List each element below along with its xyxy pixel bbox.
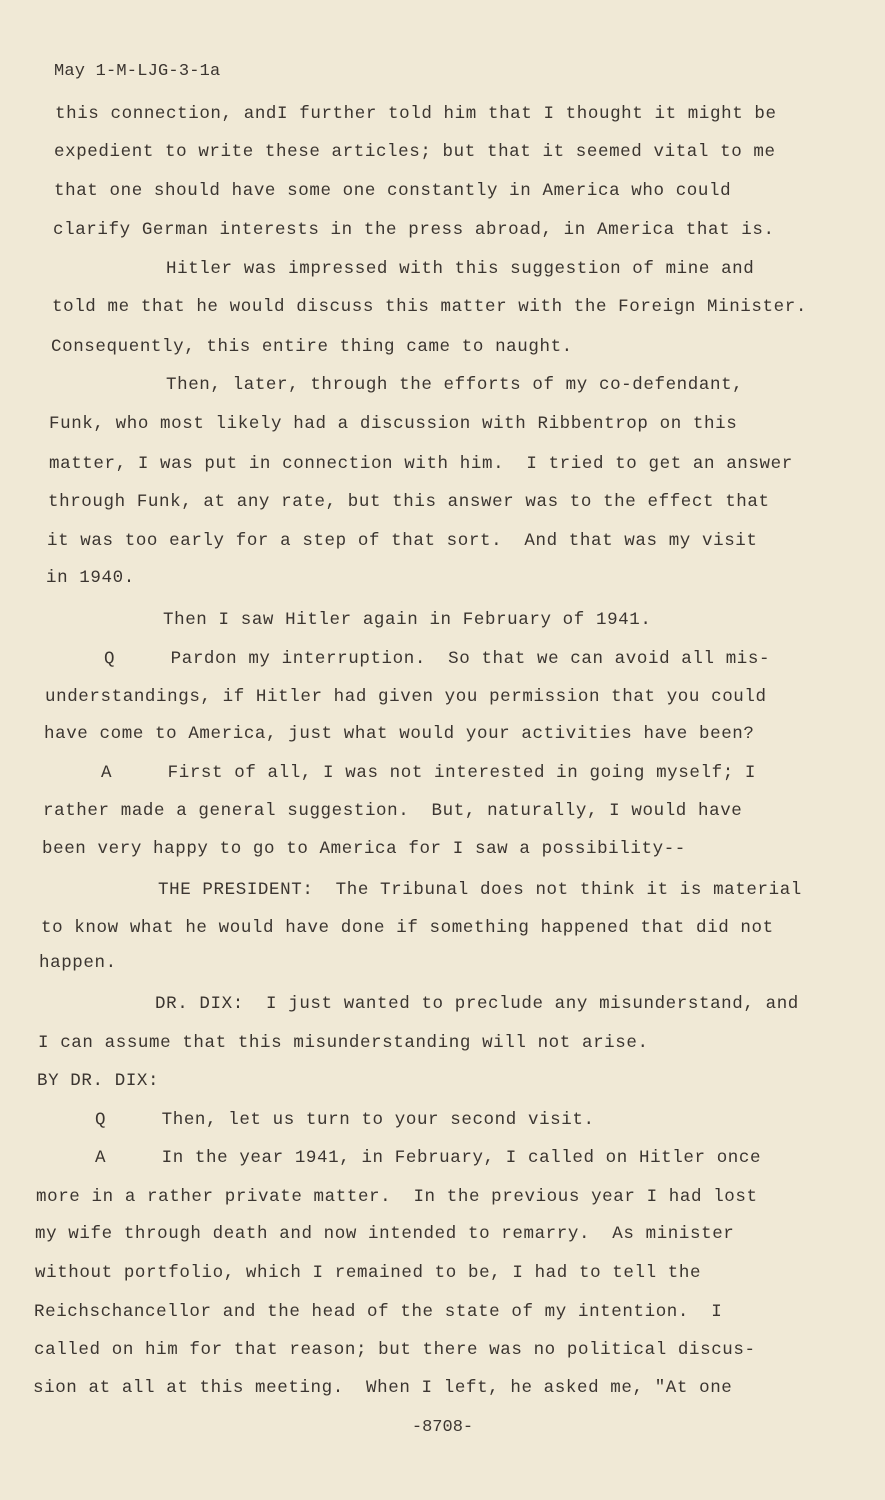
text-line: told me that he would discuss this matter with the Foreign Minister. [52, 297, 807, 317]
text-line: my wife through death and now intended to remarry. As minister [35, 1224, 735, 1244]
text-line: Consequently, this entire thing came to naught. [51, 337, 573, 357]
text-line: happen. [39, 953, 117, 973]
text-line: Then I saw Hitler again in February of 1941. [163, 610, 652, 630]
text-line: rather made a general suggestion. But, naturally, I would have [43, 801, 743, 821]
text-line: have come to America, just what would your activities have been? [44, 724, 755, 744]
text-line: without portfolio, which I remained to be, I had to tell the [35, 1263, 702, 1283]
text-line: Then, later, through the efforts of my co-defendant, [166, 375, 744, 395]
text-line: understandings, if Hitler had given you permission that you could [45, 687, 767, 707]
text-line: A In the year 1941, in February, I called on Hitler once [95, 1148, 762, 1168]
text-line: I can assume that this misunderstanding will not arise. [38, 1033, 649, 1053]
text-line: A First of all, I was not interested in going myself; I [101, 763, 757, 783]
text-line: Q Pardon my interruption. So that we can avoid all mis- [104, 649, 771, 669]
text-line: BY DR. DIX: [37, 1071, 160, 1091]
text-line: this connection, andI further told him that I thought it might be [55, 104, 777, 124]
text-line: called on him for that reason; but there was no political discus- [34, 1340, 756, 1360]
text-line: it was too early for a step of that sort. And that was my visit [47, 531, 758, 551]
text-line: to know what he would have done if something happened that did not [41, 918, 774, 938]
text-line: more in a rather private matter. In the previous year I had lost [36, 1187, 758, 1207]
text-line: Q Then, let us turn to your second visit. [95, 1110, 595, 1130]
text-line: THE PRESIDENT: The Tribunal does not think it is material [158, 880, 802, 900]
text-line: clarify German interests in the press abroad, in America that is. [53, 220, 775, 240]
page-number: -8708- [411, 1418, 474, 1437]
text-line: through Funk, at any rate, but this answer was to the effect that [48, 492, 770, 512]
document-reference: May 1-M-LJG-3-1a [54, 62, 221, 81]
text-line: sion at all at this meeting. When I left, he asked me, "At one [33, 1378, 733, 1398]
text-line: matter, I was put in connection with him. I tried to get an answer [49, 454, 793, 474]
text-line: in 1940. [46, 568, 135, 588]
text-line: expedient to write these articles; but that it seemed vital to me [54, 142, 776, 162]
text-line: that one should have some one constantly in America who could [54, 181, 732, 201]
text-line: been very happy to go to America for I saw a possibility-- [42, 839, 686, 859]
text-line: Hitler was impressed with this suggestion of mine and [166, 259, 755, 279]
text-line: Reichschancellor and the head of the state of my intention. I [34, 1302, 723, 1322]
text-line: DR. DIX: I just wanted to preclude any misunderstand, and [155, 994, 799, 1014]
text-line: Funk, who most likely had a discussion with Ribbentrop on this [49, 414, 738, 434]
